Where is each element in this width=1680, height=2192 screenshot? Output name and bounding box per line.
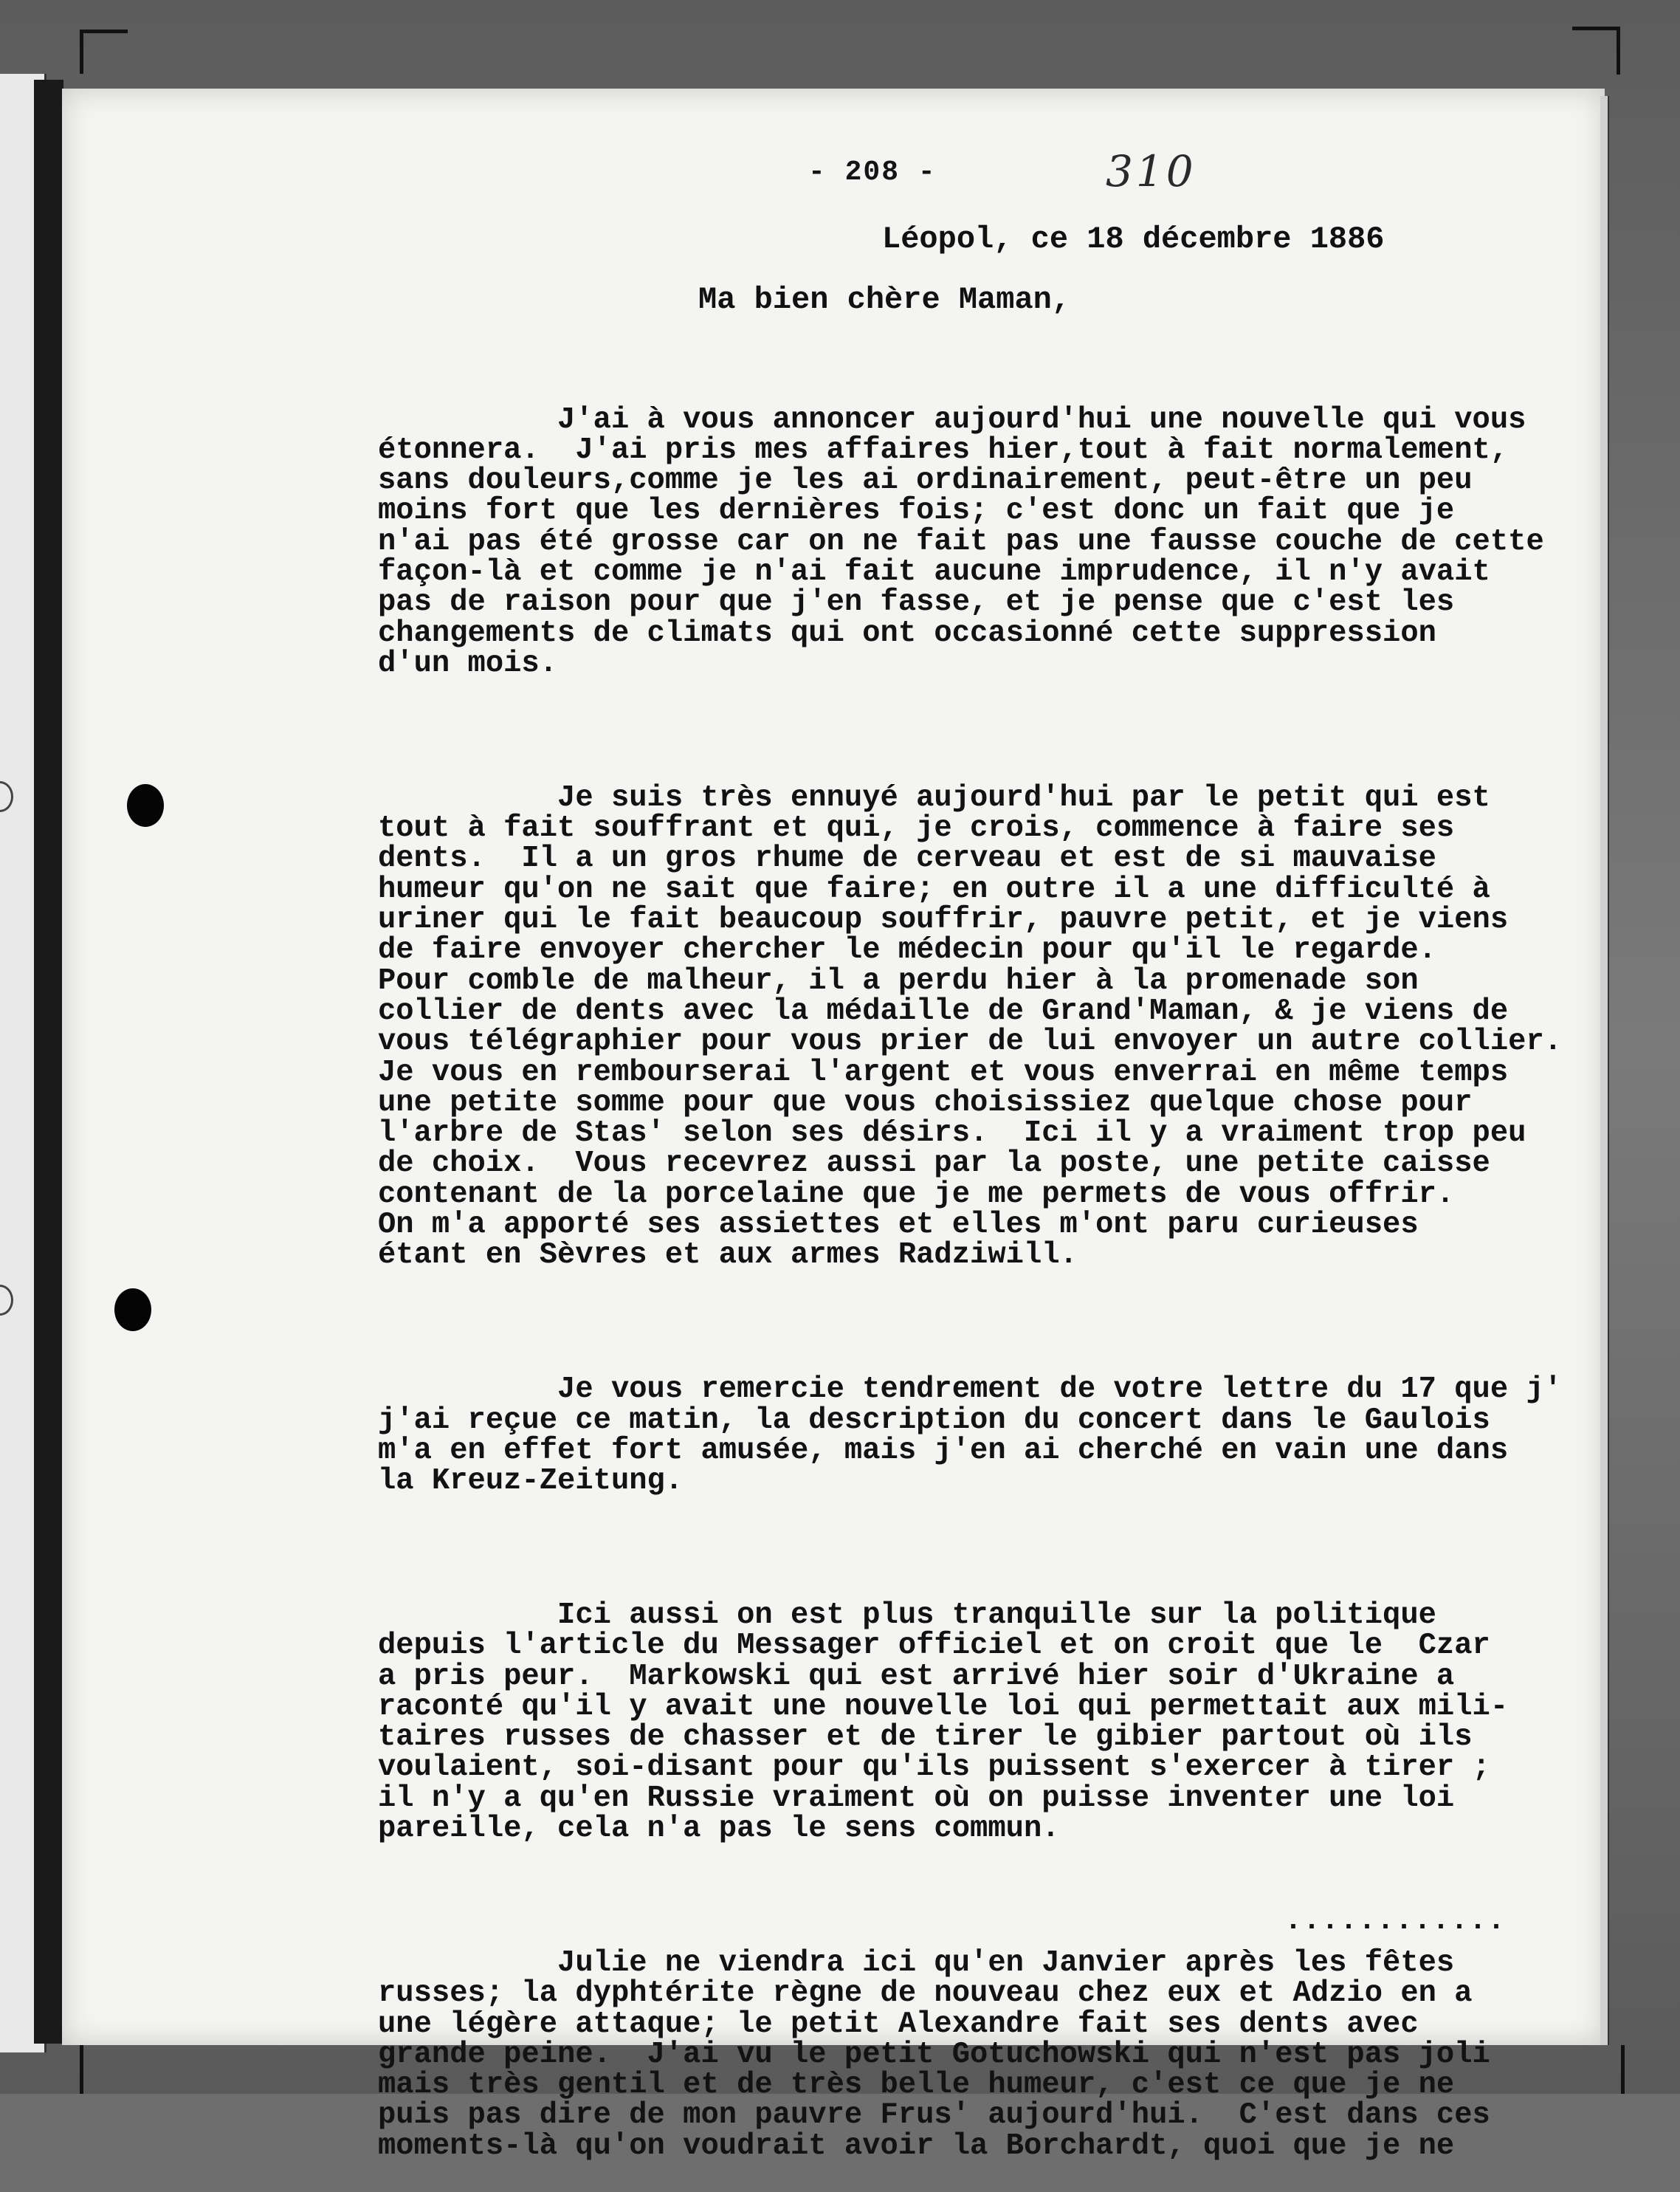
letter-salutation: Ma bien chère Maman, xyxy=(698,282,1071,317)
letter-dateline: Léopol, ce 18 décembre 1886 xyxy=(882,221,1385,257)
paragraph: Je suis très ennuyé aujourd'hui par le petit qui est tout à fait souffrant et qui, je crois, commence à faire ses dents. Il a un gros rhume de cerveau et est de si mauvaise humeur qu'on ne sait que faire; en outre il a une difficulté à uriner qui le fait beaucoup souffrir, pauvre petit, et je viens de faire envoyer chercher le médecin pour qu'il le regarde. Pour comble de malheur, il a perdu hier à la promenade son collier de dents avec la médaille de Grand'Maman, & je viens de vous télégraphier pour vous prier de lui envoyer un autre collier. Je vous en rembourserai l'argent et vous enverrai en même temps une petite somme pour que vous choisissiez quelque chose pour l'arbre de Stas' selon ses désirs. Ici il y a vraiment trop peu de choix. Vous recevrez aussi par la poste, une petite caisse contenant de la porcelaine que je me permets de vous offrir. On m'a apporté ses assiettes et elles m'ont paru curieuses étant en Sèvres et aux armes Radziwill. xyxy=(378,780,1563,1273)
crop-mark-bottom-right xyxy=(1621,2045,1625,2094)
adjacent-page-hole xyxy=(0,781,13,812)
paragraph: Ici aussi on est plus tranquille sur la politique depuis l'article du Messager officiel et on croit que le Czar a pris peur. Markowski qui est arrivé hier soir d'Ukraine a raconté qu'il y avait une nouvelle loi qui permettait aux mili- taires russes de chasser et de tirer le gibier partout où ils voulaient, soi-disant pour qu'ils puissent s'exercer à tirer ; il n'y a qu'en Russie vraiment où on puisse inventer une loi pareille, cela n'a pas le sens commun. xyxy=(378,1598,1509,1846)
crop-mark-top-right xyxy=(1572,27,1620,75)
handwritten-page-number: 310 xyxy=(1106,146,1197,196)
crop-mark-bottom-left xyxy=(80,2045,83,2094)
paragraph: Julie ne viendra ici qu'en Janvier après les fêtes russes; la dyphtérite règne de nouveau chez eux et Adzio en a une légère attaque; le petit Alexandre fait ses dents avec grande peine. J'ai vu le petit Gotuchowski qui n'est pas joli mais très gentil et de très belle humeur, c'est ce que je ne puis pas dire de mon pauvre Frus' aujourd'hui. C'est dans ces moments-là qu'on voudrait avoir la Borchardt, quoi que je ne xyxy=(378,1945,1490,2163)
punch-hole xyxy=(127,784,164,827)
punch-hole xyxy=(114,1288,151,1331)
continuation-dots: ............ xyxy=(1284,1905,1507,1938)
crop-mark-top-left xyxy=(80,30,128,74)
paragraph: J'ai à vous annoncer aujourd'hui une nouvelle qui vous étonnera. J'ai pris mes affaires hier,tout à fait normalement, sans douleurs,comme je les ai ordinairement, peut-être un peu moins fort que les dernières fois; c'est donc un fait que je n'ai pas été grosse car on ne fait pas une fausse couche de cette façon-là et comme je n'ai fait aucune imprudence, il n'y avait pas de raison pour que j'en fasse, et je pense que c'est les changements de climats qui ont occasionné cette suppression d'un mois. xyxy=(378,402,1544,681)
adjacent-page-hole xyxy=(0,1285,13,1316)
page-number: - 208 - xyxy=(808,157,937,188)
paragraph: Je vous remercie tendrement de votre lettre du 17 que j' j'ai reçue ce matin, la description du concert dans le Gaulois m'a en effet fort amusée, mais j'en ai cherché en vain une dans la Kreuz-Zeitung. xyxy=(378,1372,1563,1499)
binding-shadow xyxy=(34,80,63,2044)
